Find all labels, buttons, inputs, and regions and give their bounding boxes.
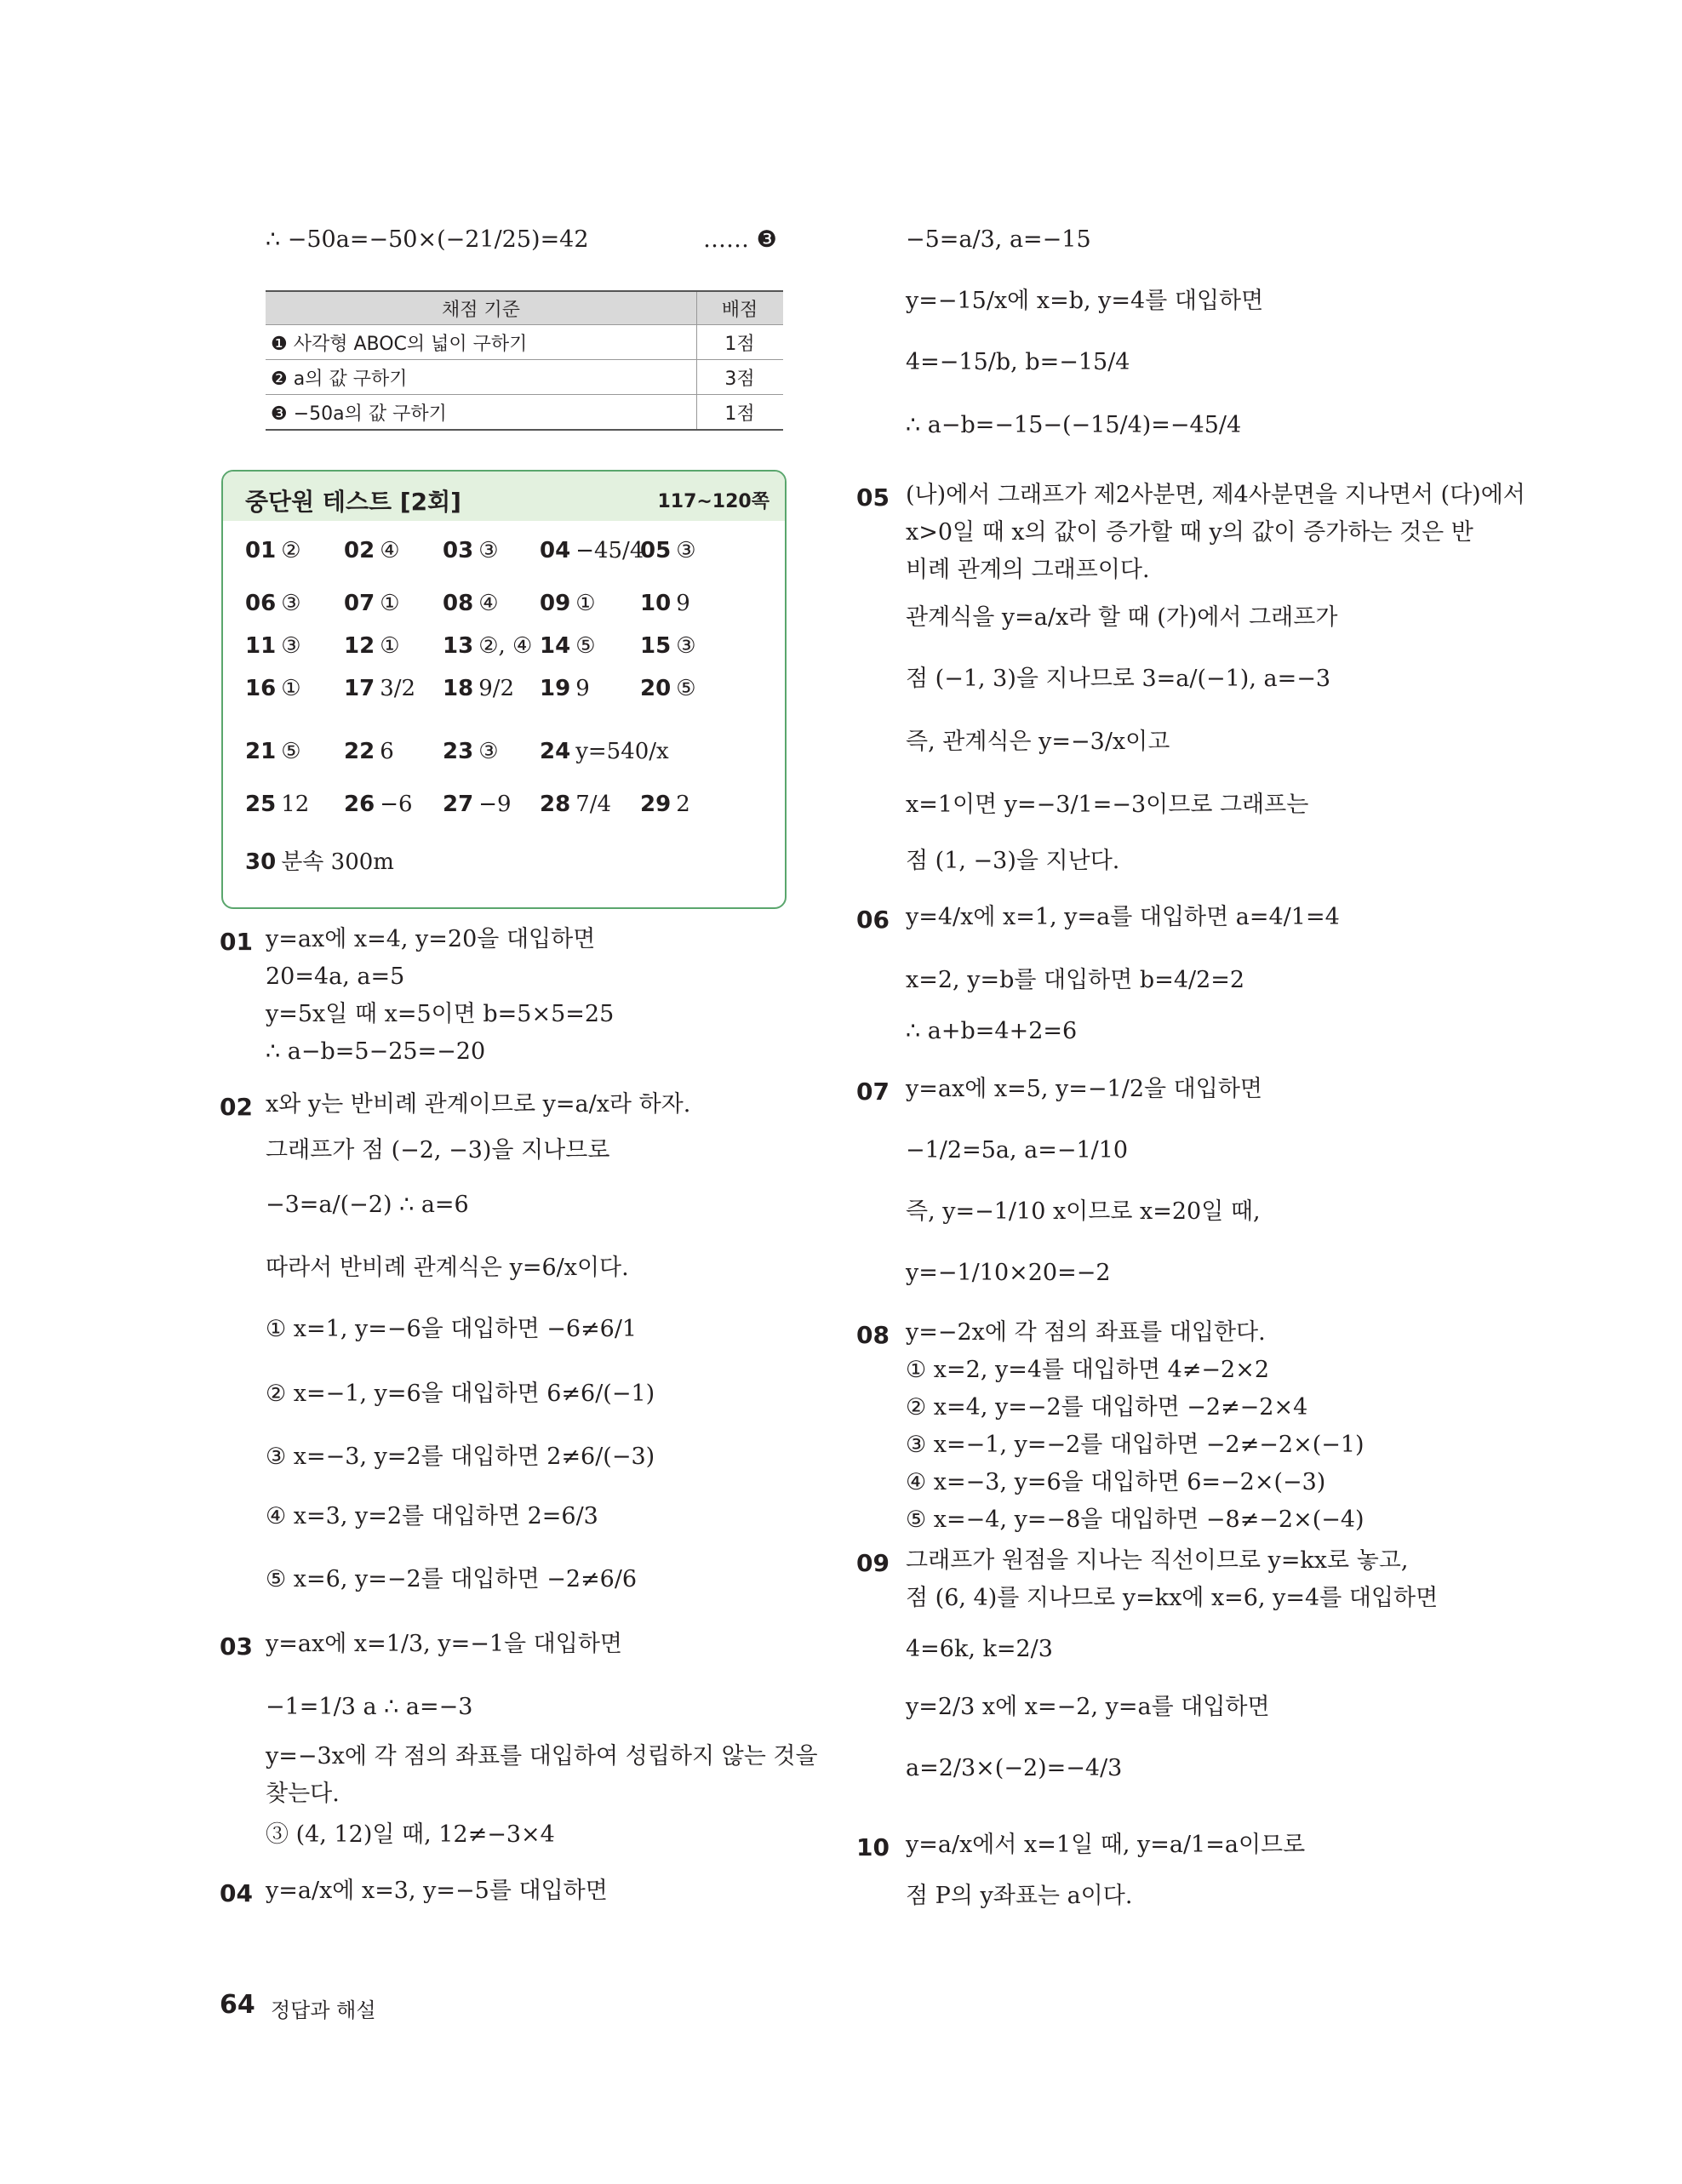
solution-line: y=2/3 x에 x=−2, y=a를 대입하면 [906,1694,1270,1720]
answer-number: 12 [344,633,375,659]
answer-value: 9 [676,591,690,616]
answer-value: ③ [478,538,499,563]
solution-line: y=ax에 x=4, y=20을 대입하면 [266,926,596,952]
answer-number: 09 [540,591,571,616]
solution-line: ③ x=−1, y=−2를 대입하면 −2≠−2×(−1) [906,1432,1364,1458]
footer-label: 정답과 해설 [271,1998,376,2022]
solution-line: 그래프가 원점을 지나는 직선이므로 y=kx로 놓고, [906,1547,1409,1574]
answer-value: 3/2 [380,676,416,701]
answer-value: ⑤ [281,739,301,764]
answer-item [344,739,394,764]
scoring-table [266,290,783,431]
answer-number: 19 [540,676,571,701]
answer-item [443,792,512,817]
solution-line: a=2/3×(−2)=−4/3 [906,1755,1123,1781]
answer-number: 22 [344,739,375,764]
answer-value: ④ [380,538,400,563]
solution-line: (나)에서 그래프가 제2사분면, 제4사분면을 지나면서 (다)에서 [906,482,1525,508]
solution-line: −1=1/3 a ∴ a=−3 [266,1694,473,1720]
answer-item [640,792,690,817]
answer-value: ③ [281,633,301,659]
solution-line: y=4/x에 x=1, y=a를 대입하면 a=4/1=4 [906,904,1340,930]
solution-line: y=5x일 때 x=5이면 b=5×5=25 [266,1001,615,1027]
solution-number: 04 [220,1879,253,1907]
answer-box-title: 중단원 테스트 [2회] [245,488,461,516]
answer-value: 7/4 [575,792,612,817]
solution-line: 그래프가 점 (−2, −3)을 지나므로 [266,1137,610,1163]
solution-line: y=ax에 x=1/3, y=−1을 대입하면 [266,1631,623,1657]
answer-item [540,591,596,616]
answer-number: 03 [443,538,474,563]
answer-number: 20 [640,676,672,701]
answer-value: ③ [478,739,499,764]
answer-item [245,591,301,616]
solution-line: 4=6k, k=2/3 [906,1636,1053,1662]
answer-value: 분속 300m [281,849,394,875]
solution-line: x>0일 때 x의 값이 증가할 때 y의 값이 증가하는 것은 반 [906,519,1473,546]
solution-line: ① x=2, y=4를 대입하면 4≠−2×2 [906,1357,1270,1383]
answer-number: 21 [245,739,277,764]
points-header: 배점 [697,291,784,325]
answer-number: 07 [344,591,375,616]
solution-line: ② x=−1, y=6을 대입하면 6≠6/(−1) [266,1381,655,1407]
answer-item [344,792,413,817]
answer-item [443,633,532,659]
answer-value: −9 [478,792,512,817]
answer-item [245,739,301,764]
page-number: 64 [220,1990,255,2020]
points-cell: 3점 [697,360,784,395]
solution-number: 03 [220,1632,253,1661]
solution-line: −3=a/(−2) ∴ a=6 [266,1192,469,1218]
answer-number: 24 [540,739,571,764]
answer-item [245,844,394,876]
solution-line: 관계식을 y=a/x라 할 때 (가)에서 그래프가 [906,604,1338,631]
solution-line: ④ x=−3, y=6을 대입하면 6=−2×(−3) [906,1469,1326,1495]
solution-line: x와 y는 반비례 관계이므로 y=a/x라 하자. [266,1091,691,1118]
answer-item [443,676,514,701]
solution-line: 따라서 반비례 관계식은 y=6/x이다. [266,1255,629,1281]
solution-number: 10 [856,1833,890,1861]
solution-line: −1/2=5a, a=−1/10 [906,1137,1129,1163]
answer-value: ③ [281,591,301,616]
answer-value: ③ [676,633,696,659]
answer-value: 6 [380,739,394,764]
solution-line: ② x=4, y=−2를 대입하면 −2≠−2×4 [906,1394,1308,1421]
answer-number: 01 [245,538,277,563]
points-cell: 1점 [697,395,784,431]
solution-number: 08 [856,1321,890,1349]
answer-number: 30 [245,849,277,875]
top-conclusion: ∴ −50a=−50×(−21/25)=42 [266,226,589,253]
answer-value: −6 [380,792,413,817]
answer-item [640,676,696,701]
table-row [266,395,783,431]
answer-value: ④ [478,591,499,616]
criteria-cell: ❶ 사각형 ABOC의 넓이 구하기 [266,325,697,360]
solution-line: 즉, y=−1/10 x이므로 x=20일 때, [906,1198,1261,1225]
answer-item [540,792,611,817]
answer-item [344,633,400,659]
answer-box-pages: 117~120쪽 [657,491,769,512]
answer-value: ③ [676,538,696,563]
solution-line: 점 (6, 4)를 지나므로 y=kx에 x=6, y=4를 대입하면 [906,1585,1439,1611]
solution-line: 점 P의 y좌표는 a이다. [906,1883,1133,1909]
answer-value: ⑤ [676,676,696,701]
answer-item [443,591,499,616]
answer-item [540,538,644,563]
answer-number: 15 [640,633,672,659]
answer-value: ②, ④ [478,633,533,659]
step-marker: …… ❸ [703,226,777,253]
answer-number: 29 [640,792,672,817]
answer-number: 17 [344,676,375,701]
answer-item [540,739,669,764]
answer-item [245,633,301,659]
answer-number: 23 [443,739,474,764]
table-row [266,360,783,395]
answer-number: 18 [443,676,474,701]
solution-number: 01 [220,928,253,956]
answer-value: y=540/x [575,739,669,764]
solution-line: 즉, 관계식은 y=−3/x이고 [906,729,1170,755]
answer-value: 12 [281,792,310,817]
answer-value: ① [380,591,400,616]
solution-line: 비례 관계의 그래프이다. [906,557,1150,583]
answer-number: 02 [344,538,375,563]
answer-item [245,676,301,701]
solution-line: ∴ a−b=5−25=−20 [266,1038,486,1065]
answer-number: 08 [443,591,474,616]
solution-line: y=−15/x에 x=b, y=4를 대입하면 [906,288,1264,314]
solution-line: x=1이면 y=−3/1=−3이므로 그래프는 [906,792,1309,818]
solution-line: ④ x=3, y=2를 대입하면 2=6/3 [266,1503,598,1529]
answer-value: 9 [575,676,590,701]
solution-line: ① x=1, y=−6을 대입하면 −6≠6/1 [266,1316,638,1342]
solution-number: 09 [856,1549,890,1577]
answer-item [344,538,400,563]
solution-line: ⑤ x=6, y=−2를 대입하면 −2≠6/6 [266,1566,638,1592]
answer-value: ① [380,633,400,659]
solution-line: ③ (4, 12)일 때, 12≠−3×4 [266,1821,555,1848]
answer-item [540,633,596,659]
solution-line: ③ x=−3, y=2를 대입하면 2≠6/(−3) [266,1444,655,1470]
answer-value: −45/4 [575,538,644,563]
criteria-header: 채점 기준 [266,291,697,325]
solution-line: y=a/x에 x=3, y=−5를 대입하면 [266,1878,608,1904]
answer-value: 2 [676,792,690,817]
solution-line: 점 (1, −3)을 지난다. [906,848,1120,874]
solution-line: y=−2x에 각 점의 좌표를 대입한다. [906,1319,1266,1346]
solution-line: 20=4a, a=5 [266,963,405,990]
criteria-cell: ❷ a의 값 구하기 [266,360,697,395]
solution-number: 06 [856,906,890,934]
answer-value: 9/2 [478,676,515,701]
answer-number: 04 [540,538,571,563]
solution-line: y=−1/10×20=−2 [906,1260,1111,1286]
answer-number: 25 [245,792,277,817]
solution-line: ⑤ x=−4, y=−8을 대입하면 −8≠−2×(−4) [906,1507,1364,1533]
answer-item [245,792,309,817]
answer-value: ① [575,591,596,616]
solution-line: 4=−15/b, b=−15/4 [906,349,1130,375]
answer-item [443,538,499,563]
answer-number: 13 [443,633,474,659]
answer-item [640,591,690,616]
answer-item [344,676,415,701]
answer-number: 11 [245,633,277,659]
solution-line: y=a/x에서 x=1일 때, y=a/1=a이므로 [906,1832,1306,1858]
solution-line: −5=a/3, a=−15 [906,226,1091,253]
answer-box [221,470,787,909]
answer-item [640,538,696,563]
answer-number: 27 [443,792,474,817]
answer-number: 16 [245,676,277,701]
answer-number: 10 [640,591,672,616]
answer-item [344,591,400,616]
points-cell: 1점 [697,325,784,360]
answer-item [443,739,499,764]
criteria-cell: ❸ −50a의 값 구하기 [266,395,697,431]
answer-number: 26 [344,792,375,817]
solution-line: 찾는다. [266,1781,340,1807]
answer-value: ② [281,538,301,563]
solution-line: y=ax에 x=5, y=−1/2을 대입하면 [906,1076,1263,1102]
answer-item [640,633,696,659]
solution-number: 05 [856,483,890,512]
answer-value: ① [281,676,301,701]
solution-line: ∴ a+b=4+2=6 [906,1018,1078,1044]
answer-item [245,538,301,563]
answer-value: ⑤ [575,633,596,659]
solution-number: 07 [856,1078,890,1106]
answer-number: 05 [640,538,672,563]
solution-line: 점 (−1, 3)을 지나므로 3=a/(−1), a=−3 [906,666,1331,692]
solution-number: 02 [220,1093,253,1121]
answer-item [540,676,590,701]
table-row [266,325,783,360]
solution-line: x=2, y=b를 대입하면 b=4/2=2 [906,967,1245,993]
answer-number: 06 [245,591,277,616]
answer-number: 14 [540,633,571,659]
answer-number: 28 [540,792,571,817]
solution-line: y=−3x에 각 점의 좌표를 대입하여 성립하지 않는 것을 [266,1743,818,1769]
solution-line: ∴ a−b=−15−(−15/4)=−45/4 [906,412,1242,438]
